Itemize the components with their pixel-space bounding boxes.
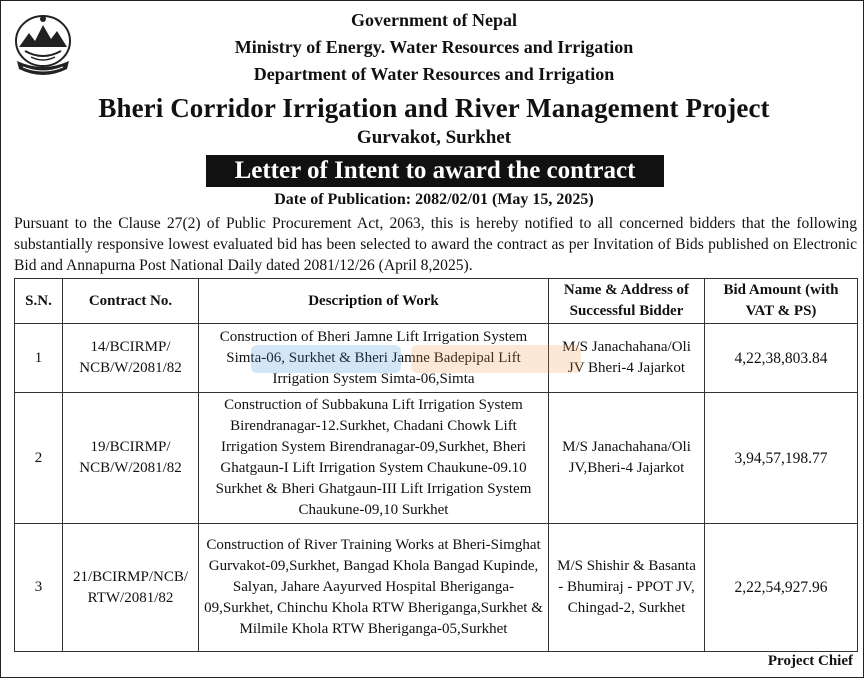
notice-title-banner: Letter of Intent to award the contract [206,155,664,187]
government-heading: Government of Nepal [351,10,517,30]
ministry-heading: Ministry of Energy. Water Resources and Irrigation [234,37,634,57]
cell-sn: 3 [15,524,63,652]
cell-description: Construction of River Training Works at Bheri-Simghat Gurvakot-09,Surkhet, Bangad Khola Bangad Kupinde, Salyan, Jahare Aayurved Hospital Bheriganga-09,Surkhet, Chinchu Khola RTW Bheriganga,Surkhet & Milmile Khola RTW Bheriganga-05,Surkhet [199,524,549,652]
cell-amount: 3,94,57,198.77 [705,393,858,524]
table-row [15,393,858,524]
cell-sn: 1 [15,324,63,393]
cell-bidder: M/S Shishir & Basanta - Bhumiraj - PPOT JV, Chingad-2, Surkhet [549,524,705,652]
col-header-sn: S.N. [15,279,63,324]
signoff-title: Project Chief [767,653,853,669]
publication-date: Date of Publication: 2082/02/01 (May 15, 2025) [274,191,594,208]
table-header-row [15,279,858,324]
table-row [15,324,858,393]
cell-bidder: M/S Janachahana/Oli JV Bheri-4 Jajarkot [549,324,705,393]
cell-description: Construction of Bheri Jamne Lift Irrigation System Simta-06, Surkhet & Bheri Jamne Badepipal Lift Irrigation System Simta-06,Simta [199,324,549,393]
department-heading: Department of Water Resources and Irrigation [253,64,615,84]
cell-contract: 21/BCIRMP/NCB/ RTW/2081/82 [63,524,199,652]
cell-bidder: M/S Janachahana/Oli JV,Bheri-4 Jajarkot [549,393,705,524]
cell-description: Construction of Subbakuna Lift Irrigation System Birendranagar-12.Surkhet, Chadani Chowk Lift Irrigation System Birendranagar-09,Surkhet, Bheri Ghatgaun-I Lift Irrigation System Chaukune-09.10 Surkhet & Bheri Ghatgaun-III Lift Irrigation System Chaukune-09,10 Surkhet [199,393,549,524]
contract-table [14,278,858,652]
project-location: Gurvakot, Surkhet [356,127,512,148]
col-header-amount: Bid Amount (with VAT & PS) [705,279,858,324]
cell-amount: 4,22,38,803.84 [705,324,858,393]
cell-contract: 19/BCIRMP/ NCB/W/2081/82 [63,393,199,524]
col-header-contract: Contract No. [63,279,199,324]
contract-table-wrap [14,278,857,652]
cell-sn: 2 [15,393,63,524]
col-header-bidder: Name & Address of Successful Bidder [549,279,705,324]
cell-contract: 14/BCIRMP/ NCB/W/2081/82 [63,324,199,393]
project-title: Bheri Corridor Irrigation and River Management Project [98,93,770,123]
col-header-description: Description of Work [199,279,549,324]
notice-body: Pursuant to the Clause 27(2) of Public Procurement Act, 2063, this is hereby notified to all concerned bidders that the following substantially responsive lowest evaluated bid has been selected to award the contract as per Invitation of Bids published on Electronic Bid and Annapurna Post National Daily dated 2081/12/26 (April 8,2025). [14,215,857,274]
table-row [15,524,858,652]
cell-amount: 2,22,54,927.96 [705,524,858,652]
